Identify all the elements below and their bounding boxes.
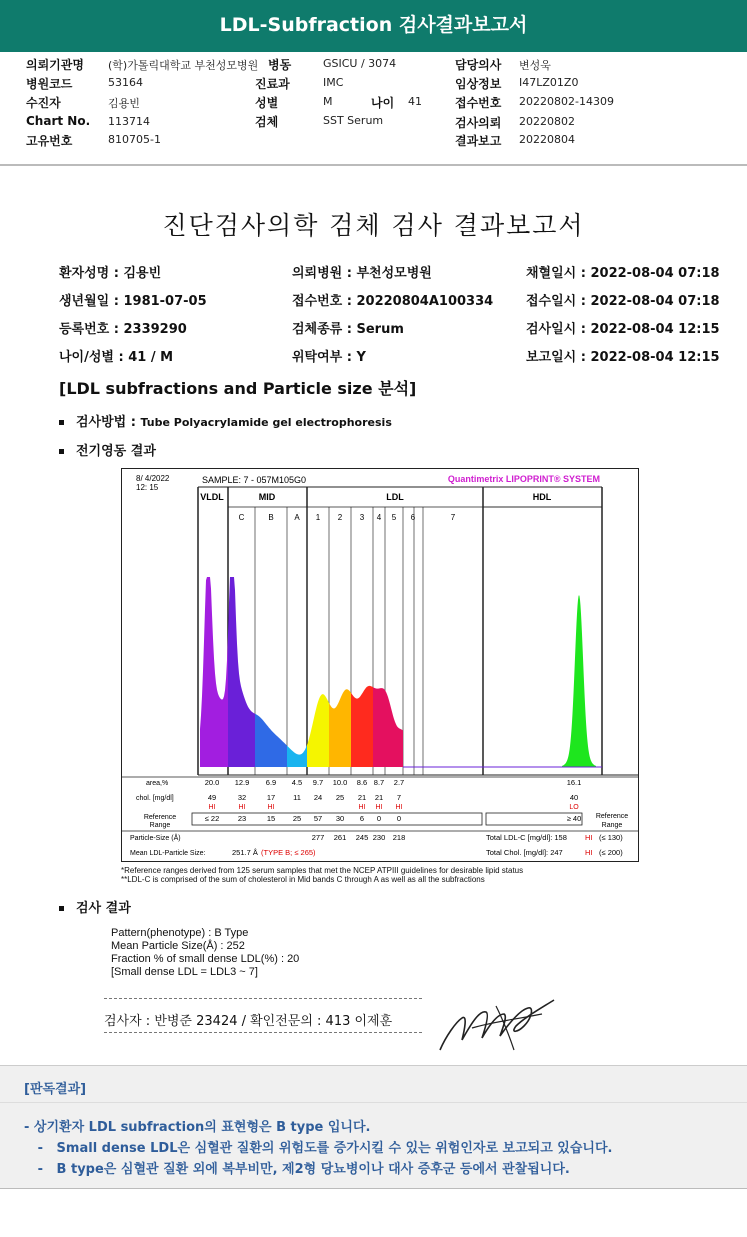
band-label-3: 3: [359, 513, 365, 522]
judgement-panel: [0, 1065, 747, 1189]
bullet-icon: [59, 906, 64, 911]
ref-value: ≤ 22: [204, 814, 220, 823]
peak-MID-B: [255, 714, 287, 767]
ref-value: ≥ 40: [566, 814, 582, 823]
ref-value: 30: [335, 814, 345, 823]
clinical-info-label: 임상정보: [455, 77, 502, 91]
receipt-number: 접수번호 : 20220804A100334: [292, 294, 494, 309]
report-date-value: 20220804: [519, 133, 575, 146]
divider: [104, 998, 422, 999]
total-chol: Total Chol. [mg/dl]: 247: [486, 848, 563, 857]
ref-value: 6: [359, 814, 365, 823]
peak-VLDL: [200, 577, 228, 767]
hospital-code-value: 53164: [108, 76, 143, 89]
chart-no-label: Chart No.: [26, 114, 91, 128]
patient-name: 환자성명 : 김용빈: [59, 266, 162, 281]
sex-value: M: [323, 95, 333, 108]
clinical-info-value: I47LZ01Z0: [519, 76, 579, 89]
total-chol-flag: HI: [585, 848, 593, 857]
flag-value: HI: [208, 804, 216, 811]
section-title: [LDL subfractions and Particle size 분석]: [59, 379, 417, 398]
doctor-label: 담당의사: [455, 58, 502, 72]
result-mean-size: Mean Particle Size(Å) : 252: [111, 940, 245, 952]
total-ldl-flag: HI: [585, 833, 593, 842]
total-ldl: Total LDL-C [mg/dl]: 158: [486, 833, 567, 842]
ref-value: 15: [266, 814, 276, 823]
chart-no-value: 113714: [108, 115, 150, 128]
total-ldl-ref: (≤ 130): [599, 833, 623, 842]
row-label-ref: Range: [149, 822, 171, 829]
peak-MID-C: [228, 577, 255, 767]
peak-LDL1: [307, 694, 329, 767]
specimen-label: 검체: [255, 115, 279, 129]
result-heading: [59, 897, 131, 916]
lipoprint-chart: [121, 468, 639, 862]
dept-value: IMC: [323, 76, 344, 89]
receipt-no-label: 접수번호: [455, 96, 502, 110]
report-date-label: 결과보고: [455, 134, 502, 148]
peak-HDL: [562, 595, 596, 767]
region-label-ldl: LDL: [386, 492, 404, 502]
electro-label: 전기영동 결과: [76, 444, 156, 459]
particle-size-value: 218: [392, 833, 406, 842]
row-label-ref: Reference: [143, 814, 177, 821]
receipt-no-value: 20220802-14309: [519, 95, 614, 108]
flag-value: HI: [395, 804, 403, 811]
unique-id-value: 810705-1: [108, 133, 161, 146]
footnote-2: **LDL-C is comprised of the sum of cholesterol in Mid bands C through A as well as all the subfractions: [121, 875, 485, 884]
flag-value: LO: [569, 804, 579, 811]
particle-size-value: 230: [372, 833, 386, 842]
chol-value: 24: [313, 793, 323, 802]
method-line: [59, 411, 392, 430]
area-value: 8.6: [356, 778, 368, 787]
particle-size-value: 261: [333, 833, 347, 842]
band-label-5: 5: [391, 513, 397, 522]
result-phenotype: Pattern(phenotype) : B Type: [111, 927, 249, 939]
chol-value: 32: [237, 793, 247, 802]
age-value: 41: [408, 95, 422, 108]
ref-label-right: Range: [601, 822, 623, 829]
area-value: 12.9: [234, 778, 250, 787]
report-time: 보고일시 : 2022-08-04 12:15: [526, 350, 720, 365]
chol-value: 40: [569, 793, 579, 802]
band-label-1: 1: [315, 513, 321, 522]
mean-size-value: 251.7 Å: [232, 848, 258, 857]
header-info: [0, 52, 747, 166]
result-label: 검사 결과: [76, 901, 131, 916]
row-label-size: Particle-Size (Å): [130, 835, 181, 842]
result-small-dense: Fraction % of small dense LDL(%) : 20: [111, 953, 300, 965]
flag-value: HI: [375, 804, 383, 811]
flag-value: HI: [267, 804, 275, 811]
area-value: 10.0: [332, 778, 348, 787]
dept-label: 진료과: [255, 77, 290, 91]
row-label-chol: chol. [mg/dl]: [136, 795, 174, 802]
band-label-B: B: [268, 513, 274, 522]
receipt-time: 접수일시 : 2022-08-04 07:18: [526, 294, 720, 309]
chart-svg: [122, 469, 638, 861]
collection-time: 채혈일시 : 2022-08-04 07:18: [526, 266, 720, 281]
band-label-7: 7: [450, 513, 456, 522]
patient-value: 김용빈: [108, 97, 140, 110]
divider: [0, 1102, 747, 1103]
chol-value: 11: [293, 793, 301, 802]
band-label-C: C: [238, 513, 245, 522]
area-value: 2.7: [393, 778, 405, 787]
band-label-2: 2: [337, 513, 343, 522]
age-label: 나이: [371, 96, 395, 110]
area-value: 6.9: [265, 778, 277, 787]
row-label-mean: Mean LDL-Particle Size:: [130, 850, 206, 857]
chol-value: 25: [335, 793, 345, 802]
chol-value: 49: [207, 793, 217, 802]
method-value: Tube Polyacrylamide gel electrophoresis: [140, 416, 392, 429]
ref-value: 0: [376, 814, 382, 823]
peak-LDL4: [373, 687, 403, 767]
ward-label: 병동: [268, 58, 292, 72]
ward-value: GSICU / 3074: [323, 57, 397, 70]
chart-sample: SAMPLE: 7 - 057M105G0: [202, 475, 307, 485]
birth-date: 생년월일 : 1981-07-05: [59, 294, 207, 309]
total-chol-ref: (≤ 200): [599, 848, 623, 857]
area-value: 9.7: [312, 778, 324, 787]
judgement-header: [판독결과]: [24, 1082, 87, 1097]
peak-LDL2: [329, 689, 351, 767]
method-label: 검사방법 :: [76, 415, 141, 430]
ref-value: 57: [313, 814, 323, 823]
chart-title: Quantimetrix LIPOPRINT® SYSTEM: [447, 474, 600, 484]
result-definition: [Small dense LDL = LDL3 ~ 7]: [111, 966, 258, 978]
specimen-value: SST Serum: [323, 114, 384, 127]
bullet-icon: [59, 420, 64, 425]
region-label-mid: MID: [258, 492, 276, 502]
mean-size-type: (TYPE B; ≤ 265): [261, 848, 316, 857]
area-value: 16.1: [566, 778, 582, 787]
chart-time: 12: 15: [136, 483, 159, 492]
inspector-line: 검사자 : 반병준 23424 / 확인전문의 : 413 이제훈: [104, 1014, 393, 1029]
ref-label-right: Reference: [595, 813, 629, 820]
report-title: LDL-Subfraction 검사결과보고서: [219, 14, 528, 36]
flag-value: HI: [358, 804, 366, 811]
chol-value: 7: [396, 793, 402, 802]
chol-value: 21: [357, 793, 367, 802]
specimen-type: 검체종류 : Serum: [292, 322, 404, 337]
peak-MID-A: [287, 745, 307, 767]
region-label-vldl: VLDL: [200, 492, 224, 502]
judgement-line-1: - 상기환자 LDL subfraction의 표현형은 B type 입니다.: [24, 1120, 371, 1135]
band-label-6: 6: [410, 513, 416, 522]
area-value: 4.5: [291, 778, 303, 787]
title-bar: [0, 0, 747, 52]
chol-value: 17: [266, 793, 276, 802]
doctor-value: 변성욱: [519, 59, 551, 72]
document-title: 진단검사의학 검체 검사 결과보고서: [162, 211, 585, 240]
peak-LDL3: [351, 686, 373, 767]
ref-value: 23: [237, 814, 247, 823]
hospital-label: 의뢰기관명: [26, 58, 84, 72]
chart-date: 8/ 4/2022: [136, 474, 170, 483]
particle-size-value: 277: [311, 833, 325, 842]
electrophoresis-heading: [59, 440, 156, 459]
test-time: 검사일시 : 2022-08-04 12:15: [526, 322, 720, 337]
area-value: 20.0: [204, 778, 220, 787]
footnote-1: *Reference ranges derived from 125 serum samples that met the NCEP ATPIII guidelines for desirable lipid status: [121, 866, 524, 875]
band-label-A: A: [294, 513, 300, 522]
region-label-hdl: HDL: [532, 492, 552, 502]
unique-id-label: 고유번호: [26, 134, 73, 148]
chol-value: 21: [374, 793, 384, 802]
signature-image: [432, 992, 562, 1056]
sex-label: 성별: [255, 96, 279, 110]
band-label-4: 4: [376, 513, 382, 522]
registration-number: 등록번호 : 2339290: [59, 322, 187, 337]
request-date-label: 검사의뢰: [455, 116, 502, 130]
age-sex: 나이/성별 : 41 / M: [59, 350, 174, 365]
judgement-line-2: - Small dense LDL은 심혈관 질환의 위험도를 증가시킬 수 있는 위험인자로 보고되고 있습니다.: [24, 1141, 613, 1156]
area-value: 8.7: [373, 778, 385, 787]
hospital-code-label: 병원코드: [26, 77, 73, 91]
row-label-area: area,%: [146, 780, 169, 787]
referring-hospital: 의뢰병원 : 부천성모병원: [292, 266, 432, 281]
judgement-line-3: - B type은 심혈관 질환 외에 복부비만, 제2형 당뇨병이나 대사 증후군 등에서 관찰됩니다.: [24, 1162, 570, 1177]
hospital-value: (학)가톨릭대학교 부천성모병원: [108, 59, 259, 72]
ref-value: 25: [292, 814, 302, 823]
ref-value: 0: [396, 814, 402, 823]
bullet-icon: [59, 449, 64, 454]
patient-label: 수진자: [26, 96, 61, 110]
divider: [104, 1032, 422, 1033]
particle-size-value: 245: [355, 833, 369, 842]
flag-value: HI: [238, 804, 246, 811]
request-date-value: 20220802: [519, 115, 575, 128]
outsourced: 위탁여부 : Y: [292, 350, 366, 365]
